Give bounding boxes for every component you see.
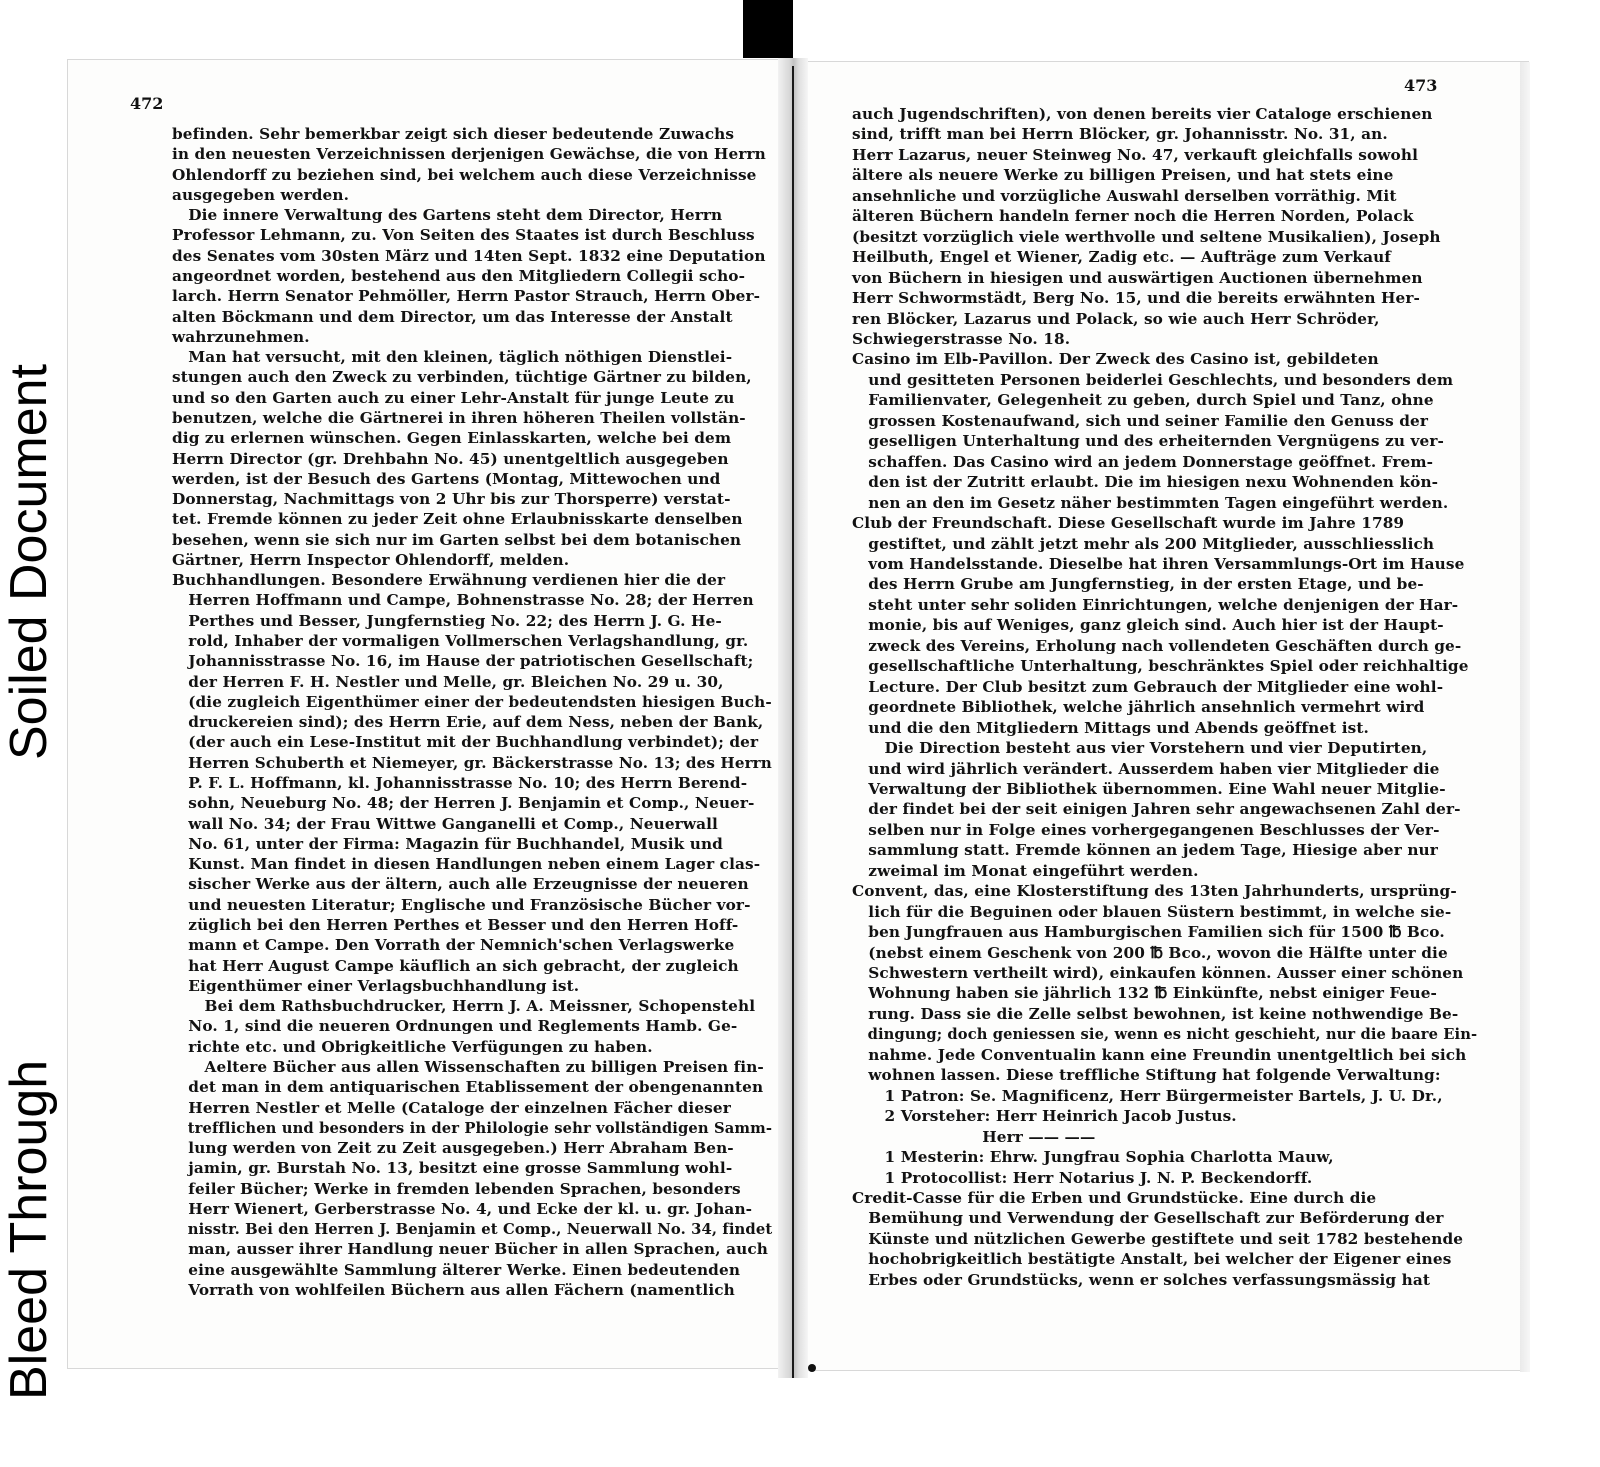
text-line: Wohnung haben sie jährlich 132 ℔ Einkünfte, nebst einiger Feue- [852,984,1437,1003]
text-line: tet. Fremde können zu jeder Zeit ohne Erlaubnisskarte denselben [172,510,743,529]
text-line: Vorrath von wohlfeilen Büchern aus allen Fächern (namentlich [172,1281,735,1300]
text-line: Verwaltung der Bibliothek übernommen. Eine Wahl neuer Mitglie- [852,779,1446,798]
text-line: Familienvater, Gelegenheit zu geben, durch Spiel und Tanz, ohne [852,391,1434,410]
text-line: gesellschaftliche Unterhaltung, beschränktes Spiel oder reichhaltige [852,657,1469,676]
left-page-number: 472 [130,94,164,113]
text-line: hat Herr August Campe käuflich an sich gebracht, der zugleich [172,956,739,975]
text-line: larch. Herrn Senator Pehmöller, Herrn Pastor Strauch, Herrn Ober- [172,287,761,306]
text-line: geselligen Unterhaltung und des erheiternden Vergnügens zu ver- [852,432,1444,451]
stamp-soiled-document: Soiled Document [0,364,58,760]
text-line: 1 Patron: Se. Magnificenz, Herr Bürgermeister Bartels, J. U. Dr., [852,1086,1443,1105]
text-line: benutzen, welche die Gärtnerei in ihren höheren Theilen vollstän- [172,408,746,427]
text-line: Credit-Casse für die Erben und Grundstücke. Eine durch die [852,1189,1377,1208]
binding-clip [743,0,793,58]
text-line: grossen Kostenaufwand, sich und seiner Familie den Genuss der [852,411,1428,430]
text-line: ben Jungfrauen aus Hamburgischen Familien sich für 1500 ℔ Bco. [852,923,1445,942]
text-line: Erbes oder Grundstücks, wenn er solches verfassungsmässig hat [852,1270,1431,1289]
text-line: feiler Bücher; Werke in fremden lebenden Sprachen, besonders [172,1179,741,1198]
text-line: Die Direction besteht aus vier Vorstehern und vier Deputirten, [852,739,1428,758]
text-line: ansehnliche und vorzügliche Auswahl derselben vorräthig. Mit [852,186,1397,205]
text-line: Herren Hoffmann und Campe, Bohnenstrasse No. 28; der Herren [172,591,754,610]
text-line: lung werden von Zeit zu Zeit ausgegeben.) Herr Abraham Ben- [172,1139,734,1158]
text-line: auch Jugendschriften), von denen bereits vier Cataloge erschienen [852,105,1433,123]
text-line: druckereien sind); des Herrn Erie, auf dem Ness, neben der Bank, [172,713,764,732]
text-line: schaffen. Das Casino wird an jedem Donnerstage geöffnet. Frem- [852,452,1434,471]
ink-dot [808,1364,816,1372]
text-line: angeordnet worden, bestehend aus den Mitgliedern Collegii scho- [172,266,746,285]
text-line: des Herrn Grube am Jungfernstieg, in der ersten Etage, und be- [852,575,1424,594]
text-line: steht unter sehr soliden Einrichtungen, welche denjenigen der Har- [852,595,1459,614]
spine-line [792,66,794,1378]
text-line: No. 1, sind die neueren Ordnungen und Reglements Hamb. Ge- [172,1017,738,1036]
text-line: ren Blöcker, Lazarus und Polack, so wie auch Herr Schröder, [852,309,1380,328]
text-line: jamin, gr. Burstah No. 13, besitzt eine grosse Sammlung wohl- [172,1159,733,1178]
text-line: Bei dem Rathsbuchdrucker, Herrn J. A. Meissner, Schopenstehl [172,997,756,1016]
text-line: det man in dem antiquarischen Etablissement der obengenannten [172,1078,764,1097]
text-line: besehen, wenn sie sich nur im Garten selbst bei dem botanischen [172,530,742,549]
text-line: und so den Garten auch zu einer Lehr-Anstalt für junge Leute zu [172,388,735,407]
text-line: und neuesten Literatur; Englische und Französische Bücher vor- [172,895,751,914]
text-line: Heilbuth, Engel et Wiener, Zadig etc. — Aufträge zum Verkauf [852,248,1391,267]
text-line: Aeltere Bücher aus allen Wissenschaften zu billigen Preisen fin- [172,1057,764,1076]
text-line: stungen auch den Zweck zu verbinden, tüchtige Gärtner zu bilden, [172,368,752,387]
text-line: wall No. 34; der Frau Wittwe Ganganelli et Comp., Neuerwall [172,814,718,833]
text-line: rung. Dass sie die Zelle selbst bewohnen, ist keine nothwendige Be- [852,1004,1459,1023]
text-line: Herr Lazarus, neuer Steinweg No. 47, verkauft gleichfalls sowohl [852,145,1418,164]
text-line: Perthes und Besser, Jungfernstieg No. 22; des Herrn J. G. He- [172,611,722,630]
text-line: Herr Schwormstädt, Berg No. 15, und die bereits erwähnten Her- [852,289,1420,308]
text-line: trefflichen und besonders in der Philologie sehr vollständigen Samm- [172,1118,773,1137]
text-line: wohnen lassen. Diese treffliche Stiftung hat folgende Verwaltung: [852,1066,1441,1085]
stamp-bleed-through: Bleed Through [0,1059,58,1400]
text-line: sohn, Neueburg No. 48; der Herren J. Benjamin et Comp., Neuer- [172,794,755,813]
text-line: Bemühung und Verwendung der Gesellschaft zur Beförderung der [852,1209,1444,1228]
text-line: gestiftet, und zählt jetzt mehr als 200 Mitglieder, ausschliesslich [852,534,1435,553]
text-line: dingung; doch geniessen sie, wenn es nicht geschieht, nur die baare Ein- [852,1025,1478,1044]
text-line: des Senates vom 30sten März und 14ten Sept. 1832 eine Deputation [172,246,766,265]
text-line: zweimal im Monat eingeführt werden. [852,861,1199,880]
text-line: selben nur in Folge eines vorhergegangenen Beschlusses der Ver- [852,820,1440,839]
text-line: Gärtner, Herrn Inspector Ohlendorff, melden. [172,550,570,569]
text-line: befinden. Sehr bemerkbar zeigt sich dieser bedeutende Zuwachs [172,125,735,143]
text-line: vom Handelsstande. Dieselbe hat ihren Versammlungs-Ort im Hause [852,554,1465,573]
right-page-edge [1520,62,1530,1372]
text-line: wahrzunehmen. [172,327,310,346]
text-line: alten Böckmann und dem Director, um das Interesse der Anstalt [172,307,733,326]
text-line: monie, bis auf Weniges, ganz gleich sind. Auch hier ist der Haupt- [852,616,1444,635]
text-line: ältere als neuere Werke zu billigen Preisen, und hat stets eine [852,166,1394,185]
text-line: und die den Mitgliedern Mittags und Abends geöffnet ist. [852,718,1369,737]
text-line: Eigenthümer einer Verlagsbuchhandlung ist. [172,976,580,995]
text-line: von Büchern in hiesigen und auswärtigen Auctionen übernehmen [852,268,1423,287]
text-line: älteren Büchern handeln ferner noch die Herren Norden, Polack [852,207,1414,226]
text-line: eine ausgewählte Sammlung älterer Werke. Einen bedeutenden [172,1260,741,1279]
text-line: ausgegeben werden. [172,185,350,204]
text-line: man, ausser ihrer Handlung neuer Bücher in allen Sprachen, auch [172,1240,768,1259]
right-page-text [852,104,1478,1290]
text-line: Club der Freundschaft. Diese Gesellschaft wurde im Jahre 1789 [852,514,1405,533]
text-line: zweck des Vereins, Erholung nach vollendeten Geschäften durch ge- [852,636,1462,655]
text-line: Convent, das, eine Klosterstiftung des 13ten Jahrhunderts, ursprüng- [852,882,1457,901]
text-line: Buchhandlungen. Besondere Erwähnung verdienen hier die der [172,571,726,590]
text-line: nisstr. Bei den Herren J. Benjamin et Comp., Neuerwall No. 34, findet [172,1220,773,1239]
text-line: Schwestern vertheilt wird), einkaufen können. Ausser einer schönen [852,964,1464,983]
text-line: Kunst. Man findet in diesen Handlungen neben einem Lager clas- [172,855,761,874]
text-line: Ohlendorff zu beziehen sind, bei welchem auch diese Verzeichnisse [172,165,757,184]
text-line: Donnerstag, Nachmittags von 2 Uhr bis zur Thorsperre) verstat- [172,490,731,509]
text-line: züglich bei den Herren Perthes et Besser und den Herren Hoff- [172,915,739,934]
right-page-number: 473 [1404,76,1438,95]
text-line: 1 Protocollist: Herr Notarius J. N. P. Beckendorff. [852,1168,1313,1187]
left-page-text [172,124,772,1300]
text-line: Herr —— —— [852,1127,1096,1146]
text-line: mann et Campe. Den Vorrath der Nemnich'schen Verlagswerke [172,936,735,955]
text-line: 1 Mesterin: Ehrw. Jungfrau Sophia Charlotta Mauw, [852,1148,1334,1167]
text-line: in den neuesten Verzeichnissen derjenigen Gewächse, die von Herrn [172,145,766,164]
text-line: werden, ist der Besuch des Gartens (Montag, Mittewochen und [172,469,721,488]
text-line: dig zu erlernen wünschen. Gegen Einlasskarten, welche bei dem [172,429,732,448]
text-line: Schwiegerstrasse No. 18. [852,329,1071,348]
text-line: sischer Werke aus der ältern, auch alle Erzeugnisse der neueren [172,875,749,894]
text-line: P. F. L. Hoffmann, kl. Johannisstrasse No. 10; des Herrn Berend- [172,774,748,792]
text-line: Herren Nestler et Melle (Cataloge der einzelnen Fächer dieser [172,1098,731,1117]
text-line: (der auch ein Lese-Institut mit der Buchhandlung verbindet); der [172,733,759,752]
text-line: (besitzt vorzüglich viele werthvolle und seltene Musikalien), Joseph [852,227,1441,246]
text-line: (nebst einem Geschenk von 200 ℔ Bco., wovon die Hälfte unter die [852,943,1448,962]
text-line: sammlung statt. Fremde können an jedem Tage, Hiesige aber nur [852,841,1438,860]
text-line: Johannisstrasse No. 16, im Hause der patriotischen Gesellschaft; [172,652,754,671]
text-line: hochobrigkeitlich bestätigte Anstalt, bei welcher der Eigener eines [852,1250,1452,1269]
text-line: der Herren F. H. Nestler und Melle, gr. Bleichen No. 29 u. 30, [172,672,724,691]
text-line: richte etc. und Obrigkeitliche Verfügungen zu haben. [172,1037,653,1056]
text-line: nahme. Jede Conventualin kann eine Freundin unentgeltlich bei sich [852,1045,1467,1064]
text-line: sind, trifft man bei Herrn Blöcker, gr. Johannisstr. No. 31, an. [852,125,1388,144]
text-line: Lecture. Der Club besitzt zum Gebrauch der Mitglieder eine wohl- [852,677,1444,696]
text-line: (die zugleich Eigenthümer einer der bedeutendsten hiesigen Buch- [172,692,772,711]
text-line: Professor Lehmann, zu. Von Seiten des Staates ist durch Beschluss [172,226,755,245]
text-line: No. 61, unter der Firma: Magazin für Buchhandel, Musik und [172,834,723,853]
stamp-strip [0,120,58,1400]
text-line: Herr Wienert, Gerberstrasse No. 4, und Ecke der kl. u. gr. Johan- [172,1199,753,1218]
text-line: den ist der Zutritt erlaubt. Die im hiesigen nexu Wohnenden kön- [852,473,1439,492]
text-line: Casino im Elb-Pavillon. Der Zweck des Casino ist, gebildeten [852,350,1379,369]
text-line: der findet bei der seit einigen Jahren sehr angewachsenen Zahl der- [852,800,1461,819]
text-line: geordnete Bibliothek, welche jährlich ansehnlich vermehrt wird [852,698,1425,717]
text-line: rold, Inhaber der vormaligen Vollmerschen Verlagshandlung, gr. [172,632,749,651]
text-line: Künste und nützlichen Gewerbe gestiftete und seit 1782 bestehende [852,1229,1464,1248]
text-line: Herren Schuberth et Niemeyer, gr. Bäckerstrasse No. 13; des Herrn [172,753,772,772]
text-line: und gesitteten Personen beiderlei Geschlechts, und besonders dem [852,370,1454,389]
text-line: 2 Vorsteher: Herr Heinrich Jacob Justus. [852,1107,1237,1126]
text-line: lich für die Beguinen oder blauen Süstern bestimmt, in welche sie- [852,902,1452,921]
text-line: nen an den im Gesetz näher bestimmten Tagen eingeführt werden. [852,493,1449,512]
text-line: und wird jährlich verändert. Ausserdem haben vier Mitglieder die [852,759,1440,778]
text-line: Man hat versucht, mit den kleinen, täglich nöthigen Dienstlei- [172,348,733,367]
text-line: Herrn Director (gr. Drehbahn No. 45) unentgeltlich ausgegeben [172,449,729,468]
text-line: Die innere Verwaltung des Gartens steht dem Director, Herrn [172,206,723,225]
